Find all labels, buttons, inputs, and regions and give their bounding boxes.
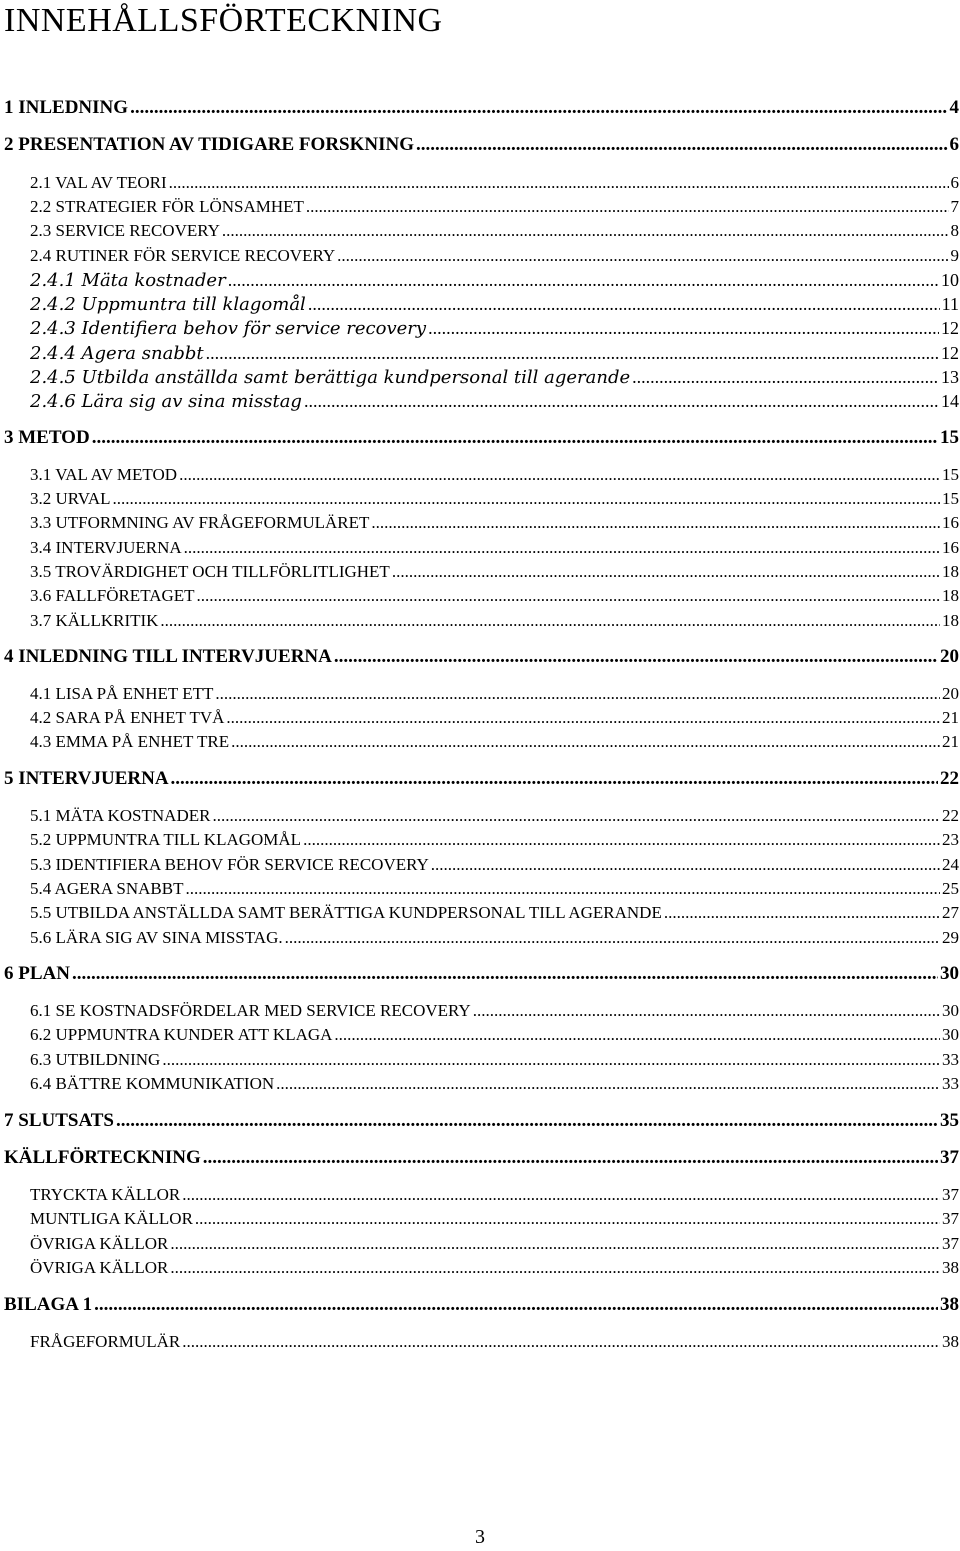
toc-leader-dots xyxy=(334,645,938,669)
toc-entry-page: 37 xyxy=(940,1147,959,1168)
toc-entry-page: 23 xyxy=(942,830,959,849)
toc-entry-page: 18 xyxy=(942,562,959,581)
toc-entry-label: 5.2 UPPMUNTRA TILL KLAGOMÅL xyxy=(30,830,302,849)
toc-entry-page: 4 xyxy=(949,97,959,118)
toc-entry-page: 35 xyxy=(940,1110,959,1131)
toc-leader-dots xyxy=(212,804,940,828)
toc-entry[interactable] xyxy=(4,133,959,157)
toc-entry[interactable] xyxy=(30,730,959,754)
toc-entry-label: 5.3 IDENTIFIERA BEHOV FÖR SERVICE RECOVERY xyxy=(30,855,429,874)
toc-entry-label: BILAGA 1 xyxy=(4,1294,93,1315)
toc-entry-label: 6.1 SE KOSTNADSFÖRDELAR MED SERVICE RECOVERY xyxy=(30,1001,471,1020)
toc-entry[interactable] xyxy=(30,341,959,365)
toc-leader-dots xyxy=(392,560,940,584)
toc-leader-dots xyxy=(116,1109,938,1133)
toc-leader-dots xyxy=(182,1330,940,1354)
toc-entry-page: 6 xyxy=(949,134,959,155)
toc-entry[interactable] xyxy=(30,244,959,268)
toc-entry-page: 27 xyxy=(942,903,959,922)
page-title: INNEHÅLLSFÖRTECKNING xyxy=(4,2,443,39)
toc-entry-page: 38 xyxy=(942,1332,959,1351)
toc-entry-page: 8 xyxy=(950,221,959,240)
toc-entry-label: 3.6 FALLFÖRETAGET xyxy=(30,586,195,605)
toc-entry-label: 6.3 UTBILDNING xyxy=(30,1050,161,1069)
toc-entry[interactable] xyxy=(30,389,959,413)
toc-entry-label: 4.1 LISA PÅ ENHET ETT xyxy=(30,684,214,703)
toc-entry-page: 16 xyxy=(942,538,959,557)
toc-entry-page: 6 xyxy=(950,173,959,192)
toc-entry-page: 25 xyxy=(942,879,959,898)
toc-leader-dots xyxy=(171,767,938,791)
toc-entry-label: 4 INLEDNING TILL INTERVJUERNA xyxy=(4,646,332,667)
toc-entry[interactable] xyxy=(30,1183,959,1207)
toc-entry-label: 2.4 RUTINER FÖR SERVICE RECOVERY xyxy=(30,246,336,265)
toc-entry-page: 15 xyxy=(940,427,959,448)
toc-entry[interactable] xyxy=(30,536,959,560)
toc-entry-label: 3.4 INTERVJUERNA xyxy=(30,538,182,557)
toc-entry-page: 30 xyxy=(942,1025,959,1044)
toc-entry[interactable] xyxy=(30,1232,959,1256)
toc-entry-page: 13 xyxy=(941,367,959,387)
toc-entry-label: 3.2 URVAL xyxy=(30,489,111,508)
toc-entry[interactable] xyxy=(30,999,959,1023)
toc-entry[interactable] xyxy=(30,1048,959,1072)
toc-entry-page: 37 xyxy=(942,1234,959,1253)
toc-entry-label: 7 SLUTSATS xyxy=(4,1110,115,1131)
toc-entry-label: MUNTLIGA KÄLLOR xyxy=(30,1209,193,1228)
toc-entry-page: 37 xyxy=(942,1185,959,1204)
toc-entry[interactable] xyxy=(4,96,959,120)
toc-entry[interactable] xyxy=(4,645,959,669)
toc-entry-page: 21 xyxy=(942,732,959,751)
toc-entry[interactable] xyxy=(4,1293,959,1317)
toc-entry-page: 16 xyxy=(942,513,959,532)
toc-entry-label: 6.2 UPPMUNTRA KUNDER ATT KLAGA xyxy=(30,1025,333,1044)
toc-entry-page: 12 xyxy=(941,343,959,363)
toc-entry-label: 2.3 SERVICE RECOVERY xyxy=(30,221,220,240)
toc-leader-dots xyxy=(222,219,949,243)
toc-entry[interactable] xyxy=(30,268,959,292)
toc-leader-dots xyxy=(72,962,938,986)
toc-leader-dots xyxy=(306,195,949,219)
toc-entry-page: 21 xyxy=(942,708,959,727)
toc-leader-dots xyxy=(113,487,940,511)
toc-entry-page: 29 xyxy=(942,928,959,947)
toc-entry-label: 1 INLEDNING xyxy=(4,97,129,118)
toc-entry-label: 2.1 VAL AV TEORI xyxy=(30,173,167,192)
toc-entry-page: 12 xyxy=(941,318,959,338)
toc-leader-dots xyxy=(130,96,947,120)
toc-entry[interactable] xyxy=(30,487,959,511)
toc-entry-page: 22 xyxy=(940,768,959,789)
toc-leader-dots xyxy=(94,1293,938,1317)
toc-entry[interactable] xyxy=(4,962,959,986)
toc-entry[interactable] xyxy=(30,365,959,389)
toc-entry[interactable] xyxy=(30,1207,959,1231)
toc-entry-page: 30 xyxy=(940,963,959,984)
toc-leader-dots xyxy=(162,1048,940,1072)
toc-entry[interactable] xyxy=(30,877,959,901)
toc-entry-label: 2 PRESENTATION AV TIDIGARE FORSKNING xyxy=(4,134,415,155)
toc-entry[interactable] xyxy=(30,463,959,487)
toc-leader-dots xyxy=(215,682,940,706)
toc-entry[interactable] xyxy=(30,609,959,633)
toc-entry-label: 6 PLAN xyxy=(4,963,70,984)
toc-leader-dots xyxy=(182,1183,940,1207)
toc-entry-page: 20 xyxy=(940,646,959,667)
toc-leader-dots xyxy=(231,730,940,754)
toc-leader-dots xyxy=(416,133,947,157)
toc-entry-page: 7 xyxy=(950,197,959,216)
toc-entry[interactable] xyxy=(30,195,959,219)
toc-entry-page: 15 xyxy=(942,465,959,484)
toc-entry-label: 5.1 MÄTA KOSTNADER xyxy=(30,806,211,825)
toc-leader-dots xyxy=(169,171,949,195)
toc-entry-label: 5.6 LÄRA SIG AV SINA MISSTAG. xyxy=(30,928,283,947)
toc-entry[interactable] xyxy=(30,1330,959,1354)
toc-leader-dots xyxy=(92,426,938,450)
toc-entry[interactable] xyxy=(30,706,959,730)
toc-leader-dots xyxy=(285,926,940,950)
page-number: 3 xyxy=(475,1526,485,1548)
toc-entry-page: 30 xyxy=(942,1001,959,1020)
toc-leader-dots xyxy=(664,901,940,925)
toc-leader-dots xyxy=(160,609,940,633)
toc-leader-dots xyxy=(371,511,940,535)
toc-entry-label: 3.1 VAL AV METOD xyxy=(30,465,178,484)
toc-entry-label: ÖVRIGA KÄLLOR xyxy=(30,1234,169,1253)
toc-entry-page: 22 xyxy=(942,806,959,825)
toc-entry[interactable] xyxy=(4,1146,959,1170)
toc-entry[interactable] xyxy=(30,219,959,243)
toc-leader-dots xyxy=(184,536,940,560)
toc-entry-label: 2.4.3 Identifiera behov för service recovery xyxy=(30,318,427,339)
toc-entry-label: 3 METOD xyxy=(4,427,90,448)
toc-entry-label: 2.4.1 Mäta kostnader xyxy=(30,270,226,291)
toc-entry-page: 38 xyxy=(940,1294,959,1315)
toc-entry-label: FRÅGEFORMULÄR xyxy=(30,1332,181,1351)
toc-leader-dots xyxy=(197,584,940,608)
toc-entry[interactable] xyxy=(30,292,959,316)
toc-entry-page: 15 xyxy=(942,489,959,508)
toc-entry[interactable] xyxy=(30,1256,959,1280)
toc-leader-dots xyxy=(303,828,940,852)
toc-leader-dots xyxy=(431,853,940,877)
toc-entry[interactable] xyxy=(30,828,959,852)
toc-entry-label: TRYCKTA KÄLLOR xyxy=(30,1185,181,1204)
toc-leader-dots xyxy=(304,389,939,413)
toc-leader-dots xyxy=(337,244,948,268)
toc-entry-label: ÖVRIGA KÄLLOR xyxy=(30,1258,169,1277)
toc-entry-page: 11 xyxy=(941,294,959,314)
toc-entry[interactable] xyxy=(30,1023,959,1047)
toc-entry-label: KÄLLFÖRTECKNING xyxy=(4,1147,201,1168)
toc-entry[interactable] xyxy=(30,171,959,195)
toc-leader-dots xyxy=(195,1207,940,1231)
toc-entry-label: 5.4 AGERA SNABBT xyxy=(30,879,184,898)
toc-entry-label: 2.4.2 Uppmuntra till klagomål xyxy=(30,294,306,315)
toc-entry-label: 2.2 STRATEGIER FÖR LÖNSAMHET xyxy=(30,197,304,216)
toc-entry-page: 38 xyxy=(942,1258,959,1277)
toc-leader-dots xyxy=(632,365,939,389)
toc-entry-label: 2.4.6 Lära sig av sina misstag xyxy=(30,391,302,412)
toc-entry-label: 3.5 TROVÄRDIGHET OCH TILLFÖRLITLIGHET xyxy=(30,562,390,581)
toc-leader-dots xyxy=(186,877,941,901)
toc-entry-label: 6.4 BÄTTRE KOMMUNIKATION xyxy=(30,1074,275,1093)
toc-entry-label: 4.2 SARA PÅ ENHET TVÅ xyxy=(30,708,225,727)
toc-entry[interactable] xyxy=(30,804,959,828)
toc-entry-page: 20 xyxy=(942,684,959,703)
toc-entry-page: 9 xyxy=(950,246,959,265)
toc-entry[interactable] xyxy=(30,901,959,925)
toc-entry[interactable] xyxy=(30,682,959,706)
toc-entry[interactable] xyxy=(4,767,959,791)
toc-entry-page: 24 xyxy=(942,855,959,874)
toc-leader-dots xyxy=(179,463,940,487)
toc-entry[interactable] xyxy=(30,511,959,535)
toc-leader-dots xyxy=(206,341,939,365)
toc-entry-page: 14 xyxy=(941,391,959,411)
toc-entry[interactable] xyxy=(30,853,959,877)
toc-leader-dots xyxy=(228,268,939,292)
toc-entry-label: 5 INTERVJUERNA xyxy=(4,768,169,789)
toc-leader-dots xyxy=(334,1023,940,1047)
toc-entry[interactable] xyxy=(30,926,959,950)
toc-entry[interactable] xyxy=(4,426,959,450)
toc-entry[interactable] xyxy=(30,1072,959,1096)
toc-leader-dots xyxy=(428,316,939,340)
toc-leader-dots xyxy=(473,999,940,1023)
toc-leader-dots xyxy=(203,1146,938,1170)
toc-entry-label: 3.3 UTFORMNING AV FRÅGEFORMULÄRET xyxy=(30,513,370,532)
toc-leader-dots xyxy=(276,1072,940,1096)
toc-entry-label: 2.4.5 Utbilda anställda samt berättiga kundpersonal till agerande xyxy=(30,367,631,388)
toc-entry-page: 33 xyxy=(942,1050,959,1069)
toc-entry-label: 4.3 EMMA PÅ ENHET TRE xyxy=(30,732,230,751)
toc-entry-page: 33 xyxy=(942,1074,959,1093)
toc-entry-label: 3.7 KÄLLKRITIK xyxy=(30,611,159,630)
toc-entry-page: 37 xyxy=(942,1209,959,1228)
toc-entry[interactable] xyxy=(30,316,959,340)
toc-leader-dots xyxy=(170,1256,940,1280)
toc-entry[interactable] xyxy=(30,560,959,584)
toc-entry-label: 5.5 UTBILDA ANSTÄLLDA SAMT BERÄTTIGA KUNDPERSONAL TILL AGERANDE xyxy=(30,903,662,922)
toc-entry-page: 18 xyxy=(942,586,959,605)
toc-entry[interactable] xyxy=(4,1109,959,1133)
toc-entry-label: 2.4.4 Agera snabbt xyxy=(30,343,204,364)
toc-leader-dots xyxy=(308,292,940,316)
toc-leader-dots xyxy=(170,1232,940,1256)
toc-entry-page: 10 xyxy=(941,270,959,290)
toc-leader-dots xyxy=(226,706,940,730)
toc-entry-page: 18 xyxy=(942,611,959,630)
toc-entry[interactable] xyxy=(30,584,959,608)
